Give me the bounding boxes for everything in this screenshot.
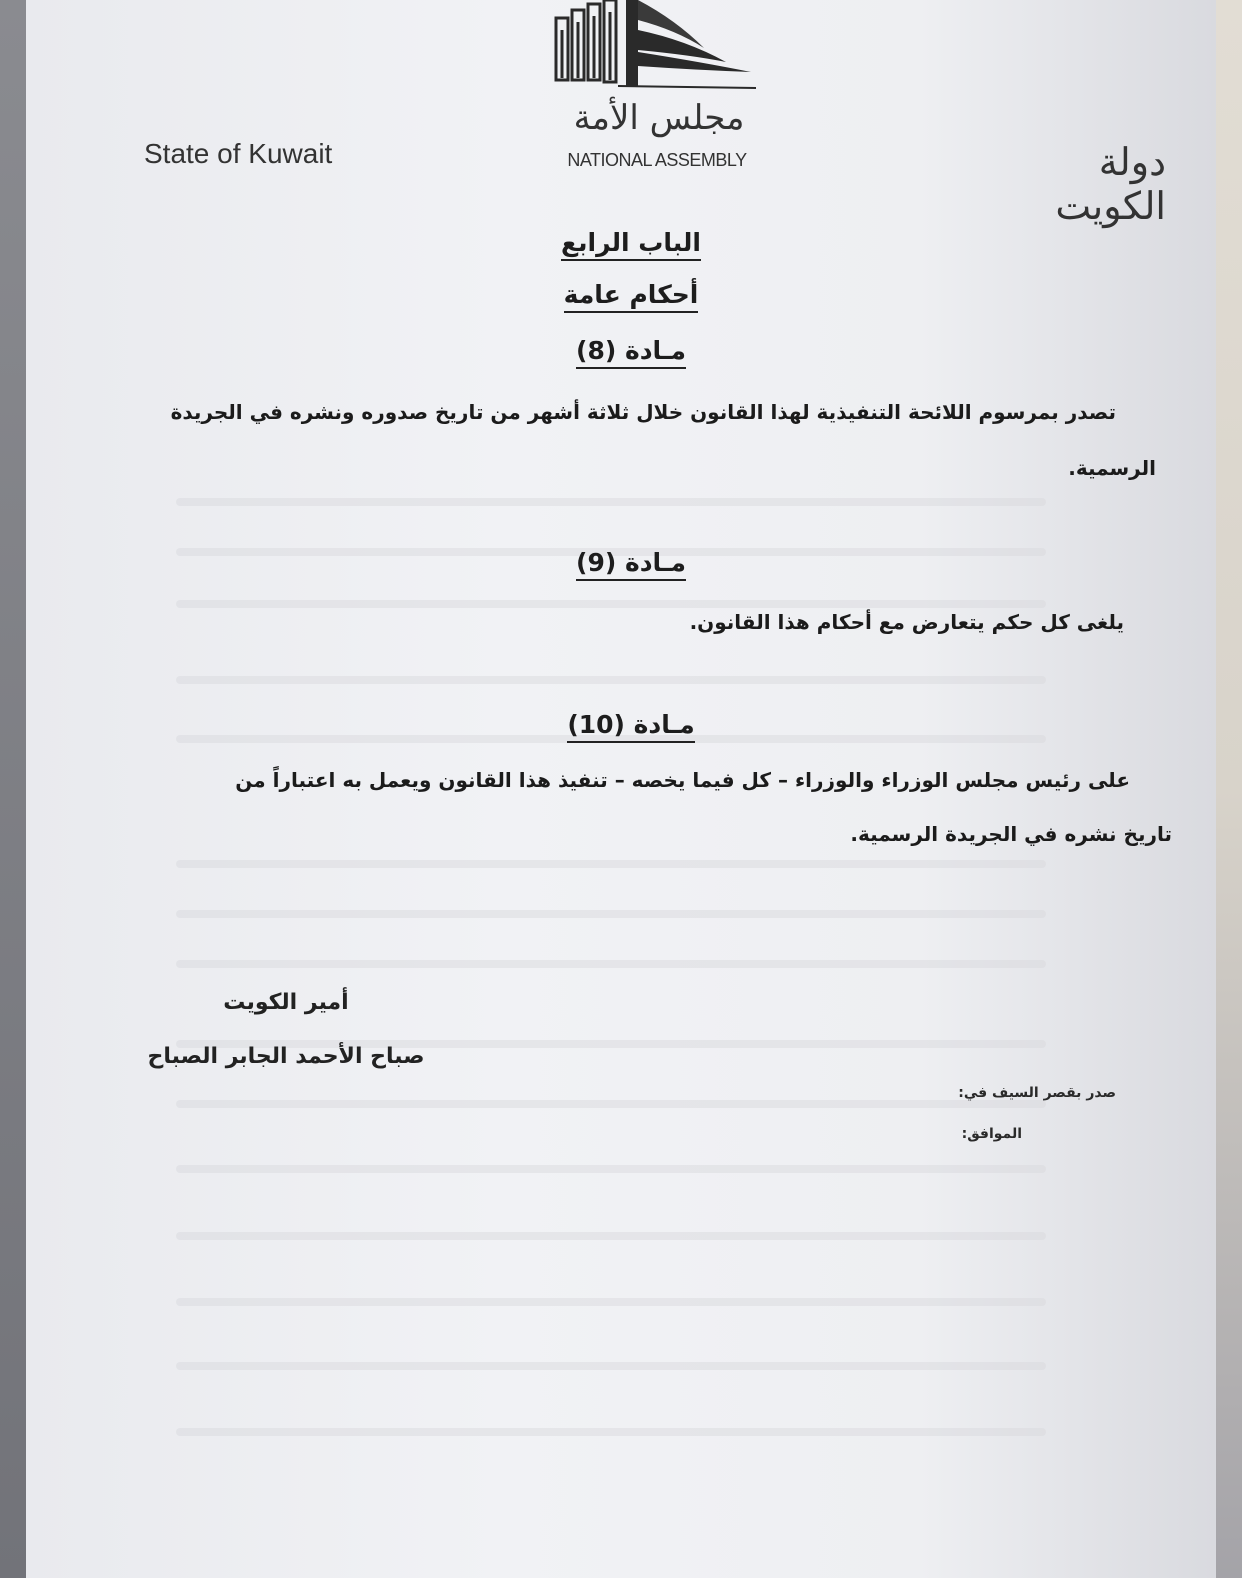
article-8-heading: مـادة (8) xyxy=(526,336,736,369)
article-9-line-1: يلغى كل حكم يتعارض مع أحكام هذا القانون. xyxy=(689,610,1124,634)
state-name-arabic: دولة الكويت xyxy=(1055,140,1166,228)
bleed-through-line xyxy=(176,498,1046,506)
chapter-title: الباب الرابع xyxy=(526,228,736,261)
issued-place-label: صدر بقصر السيف في: xyxy=(958,1085,1116,1101)
issued-date-label: الموافق: xyxy=(961,1126,1022,1142)
article-10-heading: مـادة (10) xyxy=(526,710,736,743)
article-10-line-1: على رئيس مجلس الوزراء والوزراء – كل فيما يخصه – تنفيذ هذا القانون ويعمل به اعتباراً من xyxy=(235,768,1130,792)
bleed-through-line xyxy=(176,1165,1046,1173)
bleed-through-line xyxy=(176,860,1046,868)
bleed-through-line xyxy=(176,910,1046,918)
state-name-english: State of Kuwait xyxy=(144,138,333,169)
emblem-arabic-text: مجلس الأمة xyxy=(573,98,745,138)
emblem-english-text: NATIONAL ASSEMBLY xyxy=(567,150,747,170)
signatory-name: صباح الأحمد الجابر الصباح xyxy=(147,1044,425,1069)
background-left-edge xyxy=(0,0,26,1578)
bleed-through-line xyxy=(176,676,1046,684)
bleed-through-line xyxy=(176,1100,1046,1108)
article-9-heading: مـادة (9) xyxy=(526,548,736,581)
bleed-through-line xyxy=(176,960,1046,968)
bleed-through-line xyxy=(176,1428,1046,1436)
bleed-through-line xyxy=(176,1362,1046,1370)
bleed-through-line xyxy=(176,1232,1046,1240)
national-assembly-emblem-icon xyxy=(526,0,766,110)
article-8-line-2: الرسمية. xyxy=(1068,456,1156,480)
background-right-edge xyxy=(1216,0,1242,1578)
chapter-subtitle: أحكام عامة xyxy=(526,280,736,313)
bleed-through-line xyxy=(176,1298,1046,1306)
article-8-line-1: تصدر بمرسوم اللائحة التنفيذية لهذا القانون خلال ثلاثة أشهر من تاريخ صدوره ونشره في الجريدة xyxy=(170,400,1116,424)
article-10-line-2: تاريخ نشره في الجريدة الرسمية. xyxy=(850,822,1172,846)
document-page xyxy=(26,0,1216,1578)
bleed-through-line xyxy=(176,600,1046,608)
signatory-title: أمير الكويت xyxy=(223,990,349,1015)
